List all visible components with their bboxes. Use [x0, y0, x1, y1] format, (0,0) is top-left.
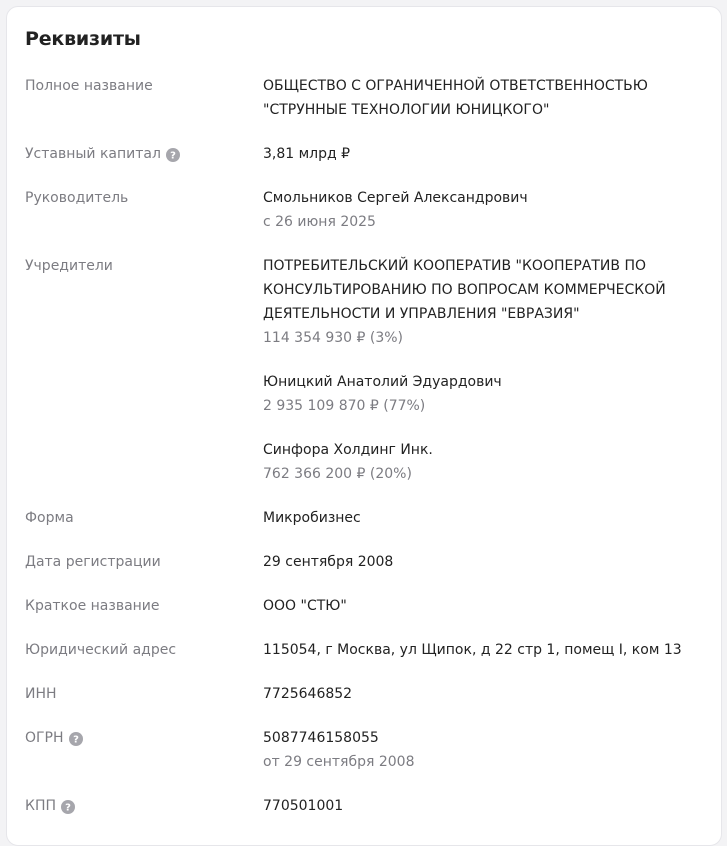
help-icon[interactable] — [61, 800, 75, 814]
help-icon[interactable] — [166, 148, 180, 162]
founder-name[interactable]: Синфора Холдинг Инк. — [263, 442, 433, 458]
director-since: с 26 июня 2025 — [263, 214, 376, 230]
inn-label: ИНН — [25, 686, 57, 702]
founders-label: Учредители — [25, 258, 113, 274]
founder-item: ПОТРЕБИТЕЛЬСКИЙ КООПЕРАТИВ "КООПЕРАТИВ ПО КОНСУЛЬТИРОВАНИЮ ПО ВОПРОСАМ КОММЕРЧЕСКОЙ ДЕЯТЕЛЬНОСТИ И УПРАВЛЕНИЯ "ЕВРАЗИЯ" 114 354 930 ₽ (3%) — [263, 254, 703, 350]
director-name[interactable]: Смольников Сергей Александрович — [263, 190, 528, 206]
form-value: Микробизнес — [263, 510, 361, 526]
help-icon[interactable] — [69, 732, 83, 746]
inn-value: 7725646852 — [263, 686, 353, 702]
reg-date-label: Дата регистрации — [25, 554, 161, 570]
founder-share: 114 354 930 ₽ (3%) — [263, 330, 404, 346]
capital-value: 3,81 млрд ₽ — [263, 146, 351, 162]
short-name-label: Краткое название — [25, 598, 160, 614]
ogrn-value: 5087746158055 от 29 сентября 2008 — [263, 726, 703, 774]
address-label: Юридический адрес — [25, 642, 177, 658]
founders-list — [263, 254, 703, 486]
founder-name[interactable]: ПОТРЕБИТЕЛЬСКИЙ КООПЕРАТИВ "КООПЕРАТИВ ПО — [263, 258, 646, 274]
kpp-value: 770501001 — [263, 798, 344, 814]
founder-item — [263, 438, 703, 486]
svg-text:?: ? — [65, 802, 71, 814]
short-name-value: ООО "СТЮ" — [263, 598, 347, 614]
svg-text:?: ? — [72, 734, 79, 746]
ogrn-label: ОГРН ? — [25, 728, 83, 748]
founder-share: 2 935 109 870 ₽ (77%) — [263, 398, 426, 414]
svg-text:?: ? — [170, 150, 176, 162]
form-label: Форма — [25, 510, 74, 526]
kpp-label: КПП ? — [25, 796, 75, 816]
requisites-card — [6, 6, 722, 846]
section-title: Реквизиты — [25, 28, 141, 50]
reg-date-value: 29 сентября 2008 — [263, 554, 394, 570]
capital-label: Уставный капитал ? — [25, 144, 180, 164]
full-name-value: ОБЩЕСТВО С ОГРАНИЧЕННОЙ ОТВЕТСТВЕННОСТЬЮ "СТРУННЫЕ ТЕХНОЛОГИИ ЮНИЦКОГО" — [263, 78, 648, 118]
founder-share: 762 366 200 ₽ (20%) — [263, 466, 412, 482]
address-value: 115054, г Москва, ул Щипок, д 22 стр 1, помещ I, ком 13 — [263, 642, 682, 658]
full-name-label: Полное название — [25, 78, 153, 94]
director-value — [263, 186, 703, 234]
founder-item — [263, 370, 703, 418]
ogrn-since: от 29 сентября 2008 — [263, 754, 415, 770]
founder-name[interactable]: Юницкий Анатолий Эдуардович — [263, 374, 502, 390]
director-label: Руководитель — [25, 190, 129, 206]
